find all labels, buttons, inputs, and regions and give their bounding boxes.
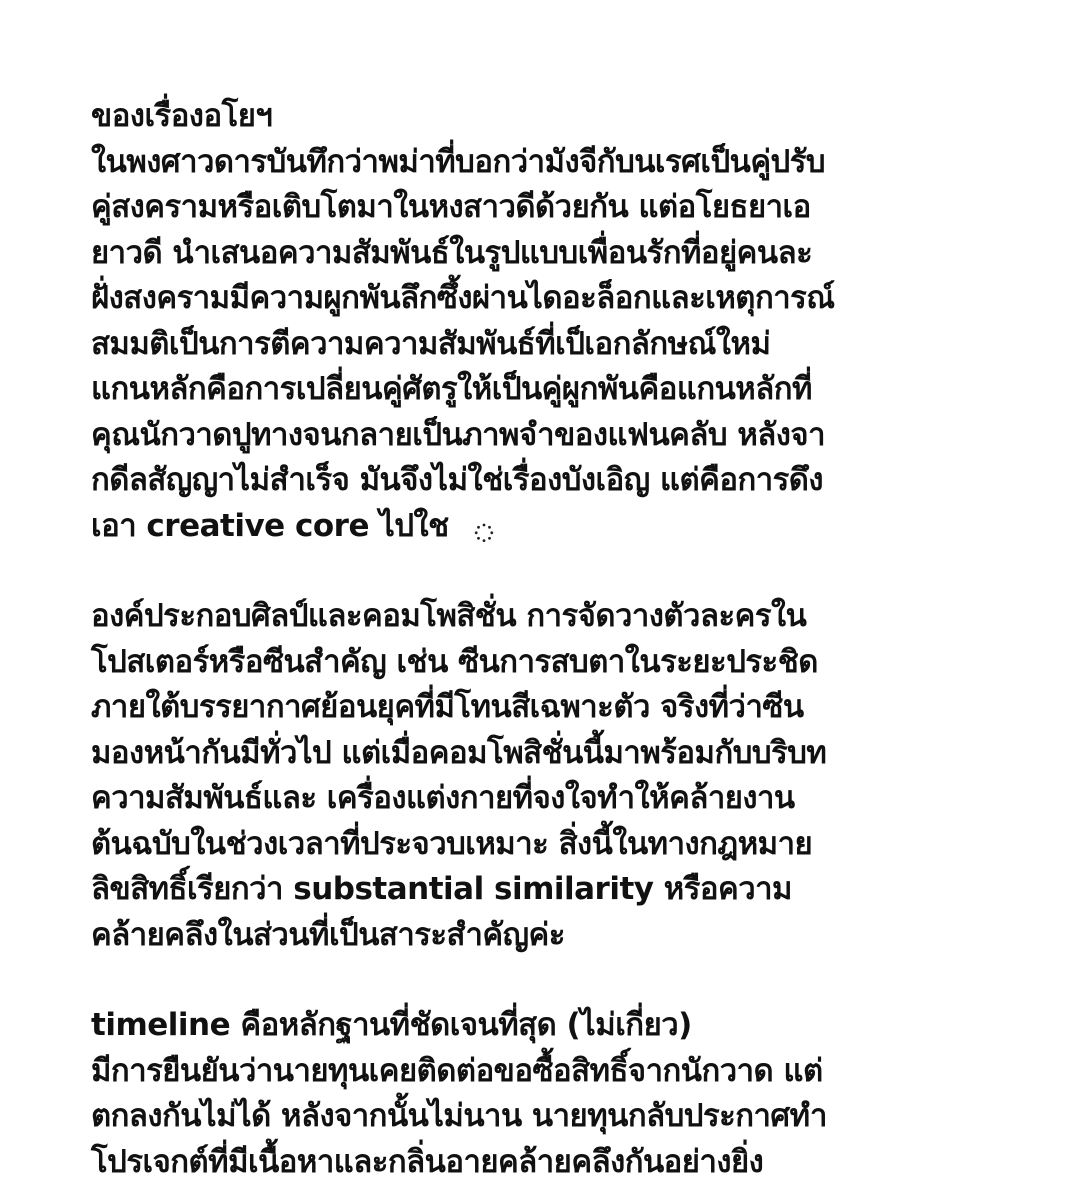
text-line: สมมติเป็นการตีความความสัมพันธ์ที่เป็เอกลักษณ์ใหม่ <box>91 325 771 362</box>
text-line: ต้นฉบับในช่วงเวลาที่ประจวบเหมาะ สิ่งนี้ในทางกฎหมาย <box>91 825 813 862</box>
paragraph-2 <box>91 594 1021 958</box>
loading-spinner-icon <box>473 512 499 542</box>
text-line: ฝั่งสงครามมีความผูกพันลึกซึ้งผ่านไดอะล็อกและเหตุการณ์ <box>91 280 835 316</box>
text-line: คุณนักวาดปูทางจนกลายเป็นภาพจำของแฟนคลับ หลังจา <box>91 416 825 453</box>
text-line: ของเรื่องอโยฯ <box>91 98 273 134</box>
text-line: คู่สงครามหรือเติบโตมาในหงสาวดีด้วยกัน แต่อโยธยาเอ <box>91 189 811 225</box>
text-line: ลิขสิทธิ์เรียกว่า substantial similarity หรือความ <box>91 871 792 907</box>
text-line: ความสัมพันธ์และ เครื่องแต่งกายที่จงใจทำให้คล้ายงาน <box>91 780 795 816</box>
text-line-with-cursor <box>91 504 1021 550</box>
text-line: กดีลสัญญาไม่สำเร็จ มันจึงไม่ใช่เรื่องบังเอิญ แต่คือการดึง <box>91 462 824 498</box>
text-line: ในพงศาวดารบันทึกว่าพม่าที่บอกว่ามังจีกับนเรศเป็นคู่ปรับ <box>91 143 826 180</box>
text-line: timeline คือหลักฐานที่ชัดเจนที่สุด (ไม่เกี่ยว) <box>91 1007 692 1043</box>
text-line: มองหน้ากันมีทั่วไป แต่เมื่อคอมโพสิชั่นนี้มาพร้อมกับบริบท <box>91 734 827 771</box>
paragraph-3 <box>91 1003 1021 1185</box>
text-line: ภายใต้บรรยากาศย้อนยุคที่มีโทนสีเฉพาะตัว จริงที่ว่าซีน <box>91 689 804 725</box>
text-line: เอา creative core ไปใช <box>91 507 449 544</box>
text-line: ตกลงกันไม่ได้ หลังจากนั้นไม่นาน นายทุนกลับประกาศทำ <box>91 1098 827 1134</box>
text-line: คล้ายคลึงในส่วนที่เป็นสาระสำคัญค่ะ <box>91 916 565 953</box>
text-line: โปรเจกต์ที่มีเนื้อหาและกลิ่นอายคล้ายคลึงกันอย่างยิ่ง <box>91 1143 764 1180</box>
text-line: แกนหลักคือการเปลี่ยนคู่ศัตรูให้เป็นคู่ผูกพันคือแกนหลักที่ <box>91 371 812 407</box>
paragraph-1 <box>91 94 1021 549</box>
article-body <box>91 94 1021 1185</box>
text-line: มีการยืนยันว่านายทุนเคยติดต่อขอซื้อสิทธิ์จากนักวาด แต่ <box>91 1052 823 1089</box>
text-line: องค์ประกอบศิลป์และคอมโพสิชั่น การจัดวางตัวละครใน <box>91 598 807 634</box>
text-line: ยาวดี นำเสนอความสัมพันธ์ในรูปแบบเพื่อนรักที่อยู่คนละ <box>91 234 813 271</box>
paragraph-gap <box>91 549 1021 594</box>
text-line: โปสเตอร์หรือซีนสำคัญ เช่น ซีนการสบตาในระยะประชิด <box>91 643 818 680</box>
paragraph-gap <box>91 958 1021 1003</box>
